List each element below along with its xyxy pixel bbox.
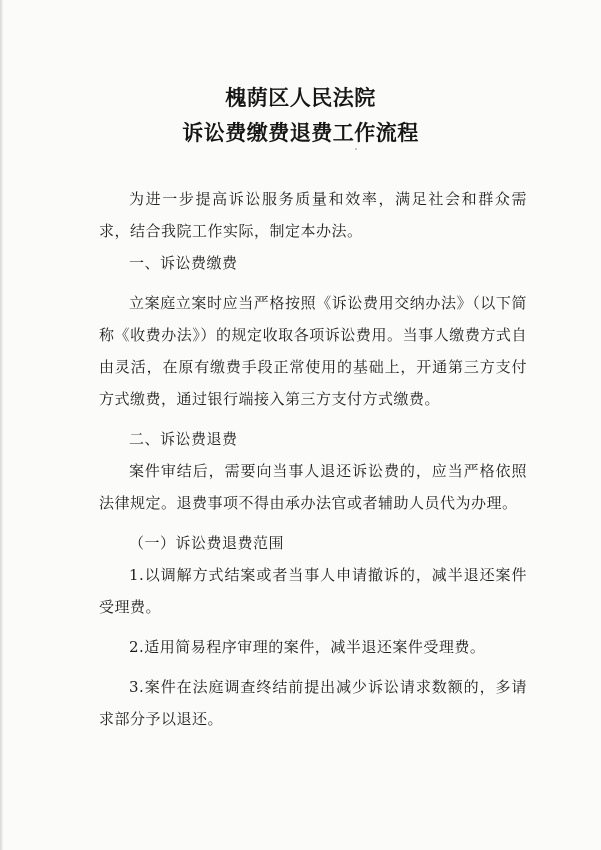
scan-speck [355, 148, 357, 150]
document-title-process: 诉讼费缴费退费工作流程 [182, 120, 419, 145]
refund-item-1: 1.以调解方式结案或者当事人申请撤诉的，减半退还案件受理费。 [99, 566, 527, 616]
section-heading-refund: 二、诉讼费退费 [129, 430, 238, 448]
refund-item-2: 2.适用简易程序审理的案件，减半退还案件受理费。 [129, 638, 486, 656]
refund-paragraph: 案件审结后，需要向当事人退还诉讼费的，应当严格依照法律规定。退费事项不得由承办法官或者辅助人员代为办理。 [99, 462, 527, 512]
refund-item-3: 3.案件在法庭调查终结前提出减少诉讼请求数额的，多请求部分予以退还。 [99, 678, 527, 728]
section-heading-payment: 一、诉讼费缴费 [129, 254, 238, 272]
payment-paragraph: 立案庭立案时应当严格按照《诉讼费用交纳办法》（以下简称《收费办法》）的规定收取各项诉讼费用。当事人缴费方式自由灵活，在原有缴费手段正常使用的基础上，开通第三方支付方式缴费，通过银行端接入第三方支付方式缴费。 [99, 294, 527, 408]
document-title-court: 槐荫区人民法院 [225, 85, 376, 110]
subsection-heading-refund-scope: （一）诉讼费退费范围 [129, 534, 285, 552]
intro-paragraph: 为进一步提高诉讼服务质量和效率，满足社会和群众需求，结合我院工作实际，制定本办法。 [99, 190, 527, 240]
document-body [99, 183, 527, 735]
